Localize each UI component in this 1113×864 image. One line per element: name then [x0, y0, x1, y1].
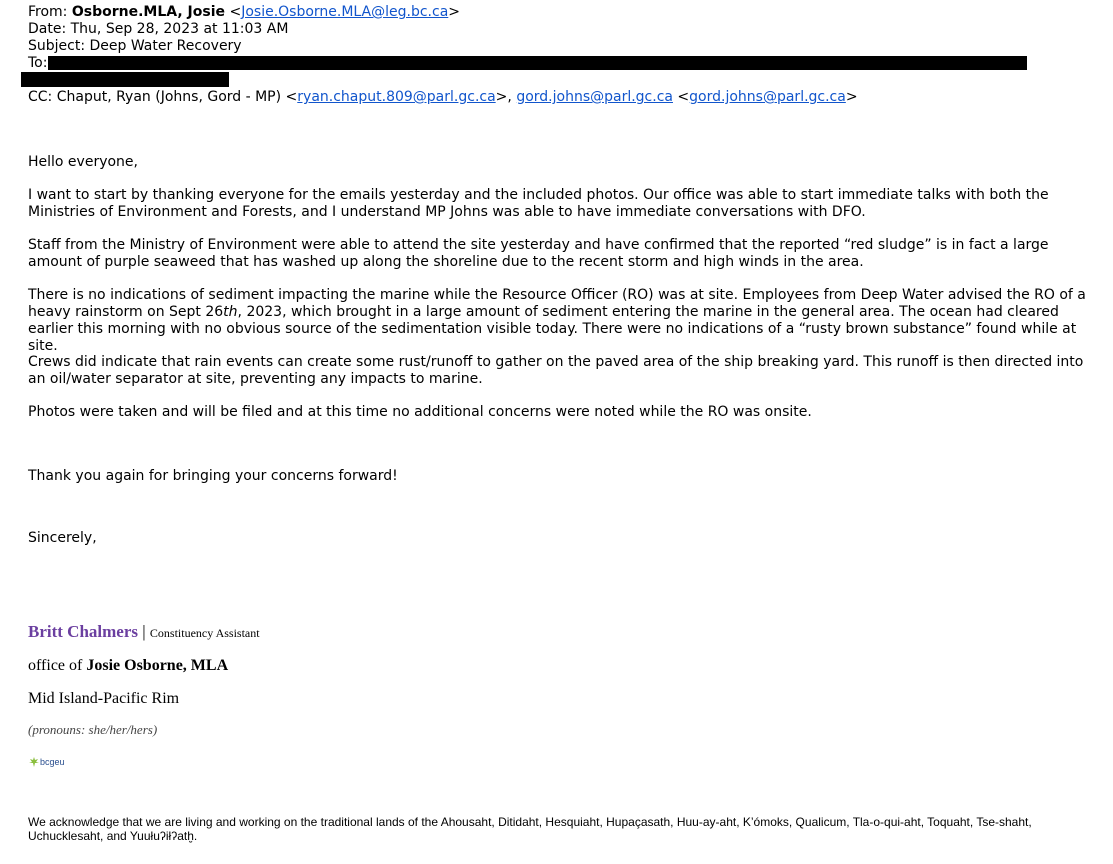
- redaction-bar: [48, 56, 1027, 70]
- sender-name: Osborne.MLA, Josie: [71, 4, 226, 20]
- cc-label: CC: Chaput, Ryan (Johns, Gord - MP) <: [28, 89, 298, 105]
- cc-email-link[interactable]: ryan.chaput.809@parl.gc.ca: [297, 89, 496, 105]
- signature-pronouns: (pronouns: she/her/hers): [28, 722, 158, 737]
- paragraph: I want to start by thanking everyone for the emails yesterday and the included photos. Our office was able to start immediate talks with both the Ministries of Environment and Forests, and I understand MP Johns was able to have immediate conversations with DFO.: [28, 187, 1049, 220]
- paragraph: Crews did indicate that rain events can create some rust/runoff to gather on the paved area of the ship breaking yard. This runoff is then directed into an oil/water separator at site, preventing any impacts to marine.: [28, 354, 1084, 387]
- to-label: To:: [28, 55, 48, 71]
- leaf-icon: [29, 757, 39, 767]
- sender-email-link[interactable]: Josie.Osborne.MLA@leg.bc.ca: [241, 4, 449, 20]
- from-line: From: Osborne.MLA, Josie <Josie.Osborne.MLA@leg.bc.ca>: [28, 4, 461, 20]
- subject-line: Subject: Deep Water Recovery: [28, 38, 242, 54]
- paragraph: Photos were taken and will be filed and at this time no additional concerns were noted while the RO was onsite.: [28, 404, 812, 420]
- thanks-line: Thank you again for bringing your concerns forward!: [28, 468, 398, 484]
- land-acknowledgement: We acknowledge that we are living and working on the traditional lands of the Ahousaht, Ditidaht, Hesquiaht, Hupaçasath, Huu-ay-aht, K’ómoks, Qualicum, Tla-o-qui-aht, Toquaht, Tse-shaht, Uchucklesaht, and Yuułuʔiłʔatḫ.: [28, 815, 1032, 843]
- signature-role: Constituency Assistant: [149, 626, 260, 640]
- paragraph: Staff from the Ministry of Environment were able to attend the site yesterday and have confirmed that the reported “red sludge” is in fact a large amount of purple seaweed that has washed up along the shoreline due to the recent storm and high winds in the area.: [28, 237, 1049, 270]
- signature-riding: Mid Island-Pacific Rim: [28, 690, 180, 707]
- signature-name-line: Britt Chalmers | Constituency Assistant: [28, 622, 260, 641]
- bcgeu-logo: bcgeu: [29, 754, 69, 770]
- closing: Sincerely,: [28, 530, 97, 546]
- cc-line: CC: Chaput, Ryan (Johns, Gord - MP) <ryan.chaput.809@parl.gc.ca>, gord.johns@parl.gc.ca <gord.johns@parl.gc.ca>: [28, 89, 858, 105]
- date-line: Date: Thu, Sep 28, 2023 at 11:03 AM: [28, 21, 289, 37]
- cc-email-link[interactable]: gord.johns@parl.gc.ca: [689, 89, 846, 105]
- cc-email-link[interactable]: gord.johns@parl.gc.ca: [516, 89, 673, 105]
- redaction-bar: [21, 72, 229, 87]
- greeting: Hello everyone,: [28, 154, 138, 170]
- signature-name: Britt Chalmers: [28, 622, 139, 641]
- signature-office: office of Josie Osborne, MLA: [28, 657, 229, 674]
- from-label: From:: [28, 4, 72, 20]
- paragraph: There is no indications of sediment impacting the marine while the Resource Officer (RO) was at site. Employees from Deep Water advised the RO of a heavy rainstorm on Sept 26th, 2023, which brought in a large amount of sediment entering the marine in the general area. The ocean had cleared earlier this morning with no obvious source of the sedimentation visible today. There were no indications of a “rusty brown substance” found while at site.: [28, 287, 1086, 354]
